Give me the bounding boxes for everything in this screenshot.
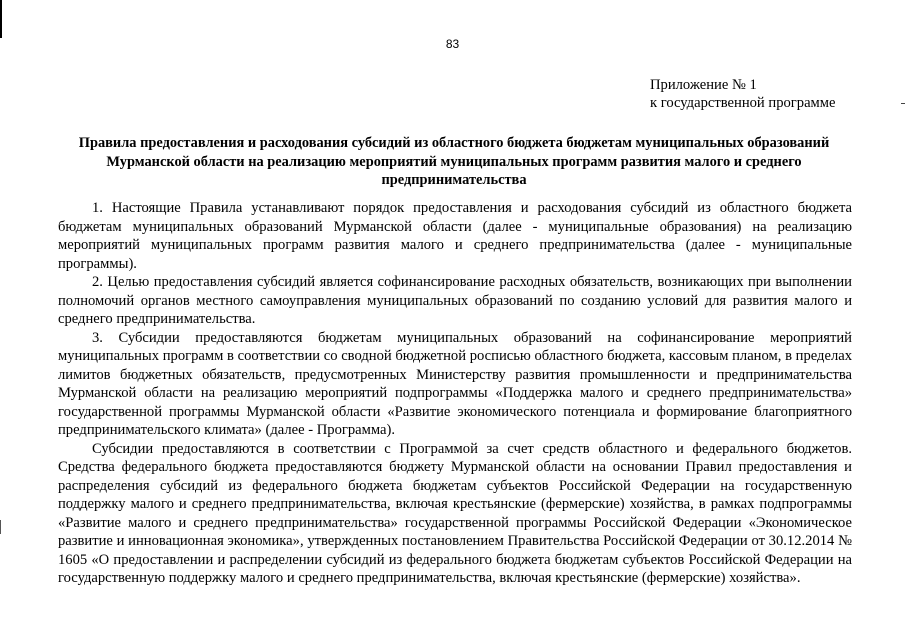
scan-edge-mark-right: [901, 103, 905, 104]
paragraph-3: 3. Субсидии предоставляются бюджетам муниципальных образований на софинансирование мероприятий муниципальных программ в соответствии со сводной бюджетной росписью областного бюджета, кассовым планом, в пределах лимитов бюджетных обязательств, предусмотренных Министерству развития промышленности и предпринимательства Мурманской области на реализацию мероприятий подпрограммы «Поддержка малого и среднего предпринимательства» государственной программы Мурманской области «Развитие экономического потенциала и формирование благоприятного предпринимательского климата» (далее - Программа).: [58, 329, 852, 438]
paragraph-2: 2. Целью предоставления субсидий является софинансирование расходных обязательств, возникающих при выполнении полномочий органов местного самоуправления муниципальных образований по созданию условий для развития малого и среднего предпринимательства.: [58, 274, 852, 327]
scan-edge-mark-middle: [0, 520, 1, 534]
appendix-header: [650, 76, 836, 112]
appendix-line-2: к государственной программе: [650, 95, 836, 111]
document-title: Правила предоставления и расходования субсидий из областного бюджета бюджетам муниципальных образований Мурманской области на реализацию мероприятий муниципальных программ развития малого и среднего предпринимательства: [78, 135, 830, 188]
scan-edge-mark-top: [0, 0, 2, 38]
appendix-line-1: Приложение № 1: [650, 77, 757, 93]
document-body: [58, 199, 852, 588]
page-number: 83: [445, 37, 460, 51]
paragraph-4: Субсидии предоставляются в соответствии с Программой за счет средств областного и федерального бюджетов. Средства федерального бюджета предоставляются бюджету Мурманской области на основании Правил предоставления и распределения субсидий из федерального бюджета бюджетам субъектов Российской Федерации на государственную поддержку малого и среднего предпринимательства, включая крестьянские (фермерские) хозяйства, в рамках подпрограммы «Развитие малого и среднего предпринимательства» государственной программы Российской Федерации «Экономическое развитие и инновационная экономика», утвержденных постановлением Правительства Российской Федерации от 30.12.2014 № 1605 «О предоставлении и распределении субсидий из федерального бюджета бюджетам субъектов Российской Федерации на государственную поддержку малого и среднего предпринимательства, включая крестьянские (фермерские) хозяйства».: [58, 440, 852, 586]
paragraph-1: 1. Настоящие Правила устанавливают порядок предоставления и расходования субсидий из областного бюджета бюджетам муниципальных образований Мурманской области (далее - муниципальные образования) на реализацию мероприятий муниципальных программ развития малого и среднего предпринимательства (далее - муниципальные программы).: [58, 200, 852, 272]
